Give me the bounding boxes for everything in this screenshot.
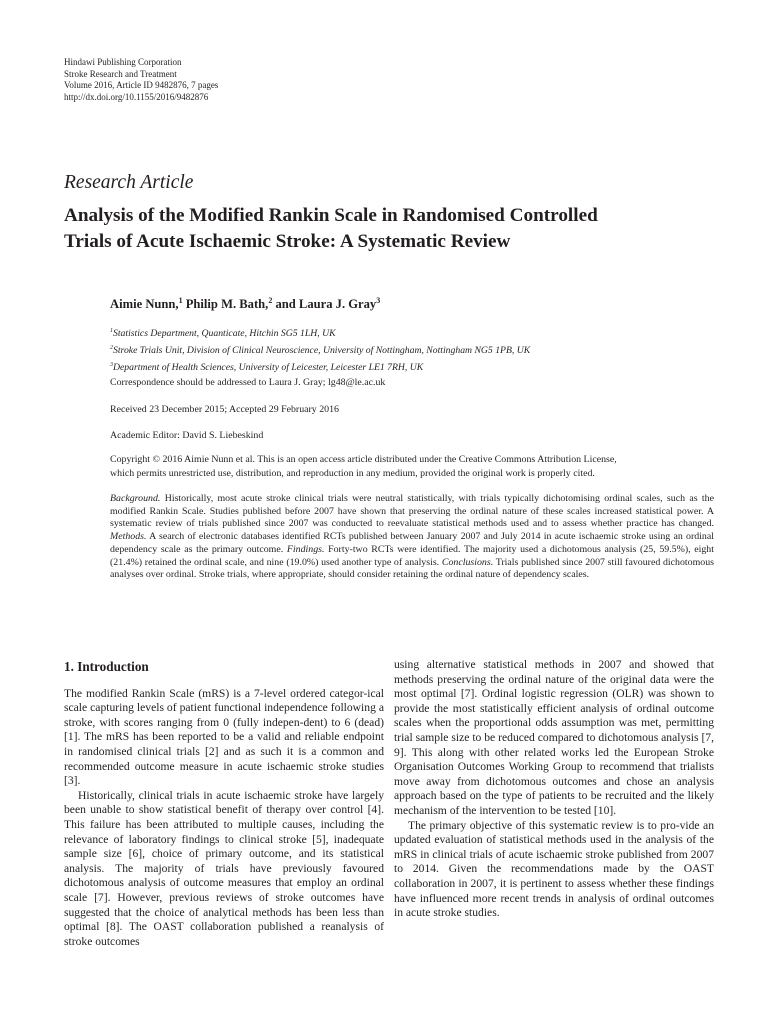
affiliation: $^2$Stroke Trials Unit, Division of Clinical Neuroscience, University of Nottingham, Nottingham NG5 1PB, UK [110,345,531,357]
body-paragraph: using alternative statistical methods in 2007 and showed that methods preserving the ordinal nature of the original data were the most optimal [7]. Ordinal logistic regression (OLR) was shown to provide the most statistically efficient analysis of ordinal outcome scales when the proportional odds assumption was met, permitting trial sample size to be reduced compared to dichotomous analysis [7, 9]. This along with other related works led the European Stroke Organisation Outcomes Working Group to recommend that trialists move away from dichotomous outcomes and chose an analysis approach based on the type of patients to be recruited and the likely mechanism of the intervention to be tested [10]. [394,658,714,817]
title-line: Trials of Acute Ischaemic Stroke: A Systematic Review [64,231,511,252]
author-list [110,296,380,312]
author-affil-marker: 3 [376,296,381,305]
affiliation: $^1$Statistics Department, Quanticate, Hitchin SG5 1LH, UK [110,328,336,340]
article-title [64,203,714,255]
author-name: and Laura J. Gray [275,297,377,312]
section-heading: 1. Introduction [64,659,149,674]
journal-header [64,57,218,103]
copyright-notice [110,453,617,482]
academic-editor: Academic Editor: David S. Liebeskind [110,430,264,441]
abstract-methods: A search of electronic databases identified RCTs published between January 2007 and July 2014 in acute ischaemic stroke using an ordinal dependency scale as the primary outcome. [110,531,714,555]
abstract-conclusions: Trials published since 2007 still favoured dichotomous analyses over ordinal. Stroke trials, where appropriate, should consider retaining the ordinal nature of dependency scales. [110,556,714,581]
body-paragraph: The modified Rankin Scale (mRS) is a 7-level ordered categor-ical scale capturing levels of patient functional independence following a stroke, with scores ranging from 0 (fully indepen-dent) to 6 (dead) [1]. The mRS has been reported to be a valid and reliable endpoint in randomised clinical trials [2] and as such it is a common and recommended outcome measure in acute ischaemic stroke studies [3]. [64,686,384,788]
abstract [110,493,714,582]
author-affil-marker: 1 [178,296,183,305]
article-type: Research Article [64,172,194,193]
doi-link[interactable]: http://dx.doi.org/10.1155/2016/9482876 [64,91,209,102]
journal-name: Stroke Research and Treatment [64,68,177,79]
affiliations [110,324,530,376]
copyright-line: Copyright © 2016 Aimie Nunn et al. This is an open access article distributed under the Creative Commons Attribution License, [110,454,617,465]
abstract-background-label: Background. [110,493,161,504]
affiliation: $^3$Department of Health Sciences, University of Leicester, Leicester LE1 7RH, UK [110,362,424,374]
correspondence: Correspondence should be addressed to Laura J. Gray; lg48@le.ac.uk [110,377,386,388]
title-line: Analysis of the Modified Rankin Scale in Randomised Controlled [64,205,598,226]
left-column [64,658,384,949]
received-dates: Received 23 December 2015; Accepted 29 February 2016 [110,404,339,415]
author-name: Aimie Nunn, [110,297,179,312]
right-column [394,658,714,921]
body-paragraph: The primary objective of this systematic review is to pro-vide an updated evaluation of statistical methods used in the analysis of the mRS in clinical trials of acute ischaemic stroke published from 2007 to 2014. Given the recommendations made by the OAST collaboration in 2007, it is pertinent to assess whether these findings have influenced more recent trends in analysis of ordinal outcomes in acute stroke studies. [394,818,714,920]
copyright-line: which permits unrestricted use, distribution, and reproduction in any medium, provided the original work is properly cited. [110,468,595,480]
abstract-findings: Forty-two RCTs were identified. The majority used a dichotomous analysis (25, 59.5%), eight (21.4%) retained the ordinal scale, and nine (19.0%) used another type of analysis. [110,543,714,568]
abstract-methods-label: Methods. [110,531,147,543]
volume-info: Volume 2016, Article ID 9482876, 7 pages [64,80,219,90]
abstract-conclusions-label: Conclusions. [441,556,494,568]
author-name: Philip M. Bath, [185,297,269,312]
publisher-name: Hindawi Publishing Corporation [64,57,182,67]
abstract-background: Historically, most acute stroke clinical trials were neutral statistically, with trials typically dichotomising ordinal scales, such as the modified Rankin Scale. Studies published before 2007 have shown that preserving the ordinal nature of these scales increased statistical power. A systematic review of trials published since 2007 was conducted to reevaluate statistical methods used and to assess whether practice has changed. [110,493,714,530]
body-paragraph: Historically, clinical trials in acute ischaemic stroke have largely been unable to show statistical benefit of therapy over control [4]. This failure has been attributed to multiple causes, including the relevance of laboratory findings to clinical stroke [5], inadequate sample size [6], choice of primary outcome, and its statistical analysis. The majority of trials have previously favoured dichotomous analysis of outcome measures that employ an ordinal scale [7]. However, previous reviews of stroke outcomes have suggested that the choice of analytical methods has been less than optimal [8]. The OAST collaboration published a reanalysis of stroke outcomes [64,788,384,948]
author-affil-marker: 2 [268,296,273,305]
abstract-findings-label: Findings. [286,543,325,555]
